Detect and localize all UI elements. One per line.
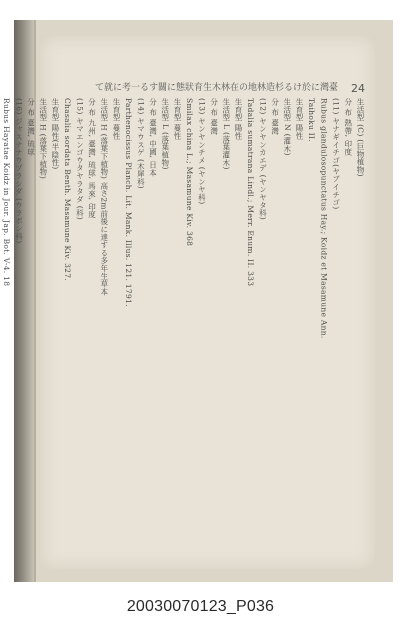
text-line: Tadalia sumatrana Lindl.; Merr. Enum. II. 333 [246, 98, 256, 287]
text-line: 生活型 H (落葉下植物) 高さ2m前後に達する多年生草本 [99, 98, 109, 296]
text-line: 分 布 臺灣 [209, 98, 219, 135]
text-line: 生育型 蔓性 [172, 98, 182, 140]
page-body [2, 98, 366, 568]
text-line: 生育型 蔓性 [111, 98, 121, 140]
text-line: Rubus glandulosopunctatus Hay.; Koidz et Masamune Ann. [319, 98, 329, 339]
text-line: Chasalia sordata Benth. Masamune Kiv. 327. [63, 98, 73, 281]
text-line: (12) ヤンヤンカエデ (ヤンヤタ科) [258, 98, 268, 221]
text-line: 生育型 陽性 [294, 98, 304, 140]
archive-id-caption: 20030070123_P036 [126, 598, 275, 615]
running-head: て就に考一るす關に態狀育生木林在の地林造杉るけ於に灣臺 [95, 83, 339, 93]
text-line: 生育型 陽性(半陰性) [50, 98, 60, 170]
page-number: 24 [351, 82, 365, 95]
text-line: 分 布 臺灣, 琉球 [26, 98, 36, 156]
text-line: (13) ヤンヤンチメ (ヤンヤ科) [197, 98, 207, 205]
text-line: 生活型 N (灌木) [282, 98, 292, 156]
text-line: 生活型 (C) (巨物植物) [356, 98, 365, 177]
text-line: 分 布 臺灣 [270, 98, 280, 135]
vertical-text-block [2, 98, 366, 568]
text-line: 生活型 L (落葉植物) [160, 98, 170, 170]
text-line: (14) ヤマウスゲ (木犀科) [136, 98, 146, 189]
text-line: (11) ヤナギイチゴ(ヤブイチゴ) [331, 98, 341, 210]
text-line: 分 布 臺灣, 中國, 日本 [148, 98, 158, 177]
text-line: (16) ジャスナナウヅラシダ (ウラボシ科) [14, 98, 24, 244]
text-line: Taihoku II. [307, 98, 317, 143]
text-line: 生活型 L (落葉灌木) [221, 98, 231, 170]
text-line: Parthenocissus Planch. Lit. Mank. Illus. 121. 1791. [124, 98, 134, 307]
scanned-page-image [2, 20, 393, 582]
text-line: 生活型 H (落葉下植物) [38, 98, 48, 180]
text-line: Rubus Hayatae Koidz in Jour. Jap. Bot. V-4. 18 [2, 98, 12, 287]
text-line: 分 布 熱帶, 印度 [343, 98, 353, 156]
text-line: 分 布 九州, 臺灣, 琉球, 馬來, 印度 [87, 98, 97, 219]
text-line: Smilax china L.; Masamune Kiv. 368 [185, 98, 195, 247]
text-line: (15) ヤマエンゴウタヤラタダ (科) [75, 98, 85, 221]
text-line: 生育型 陽性 [233, 98, 243, 140]
